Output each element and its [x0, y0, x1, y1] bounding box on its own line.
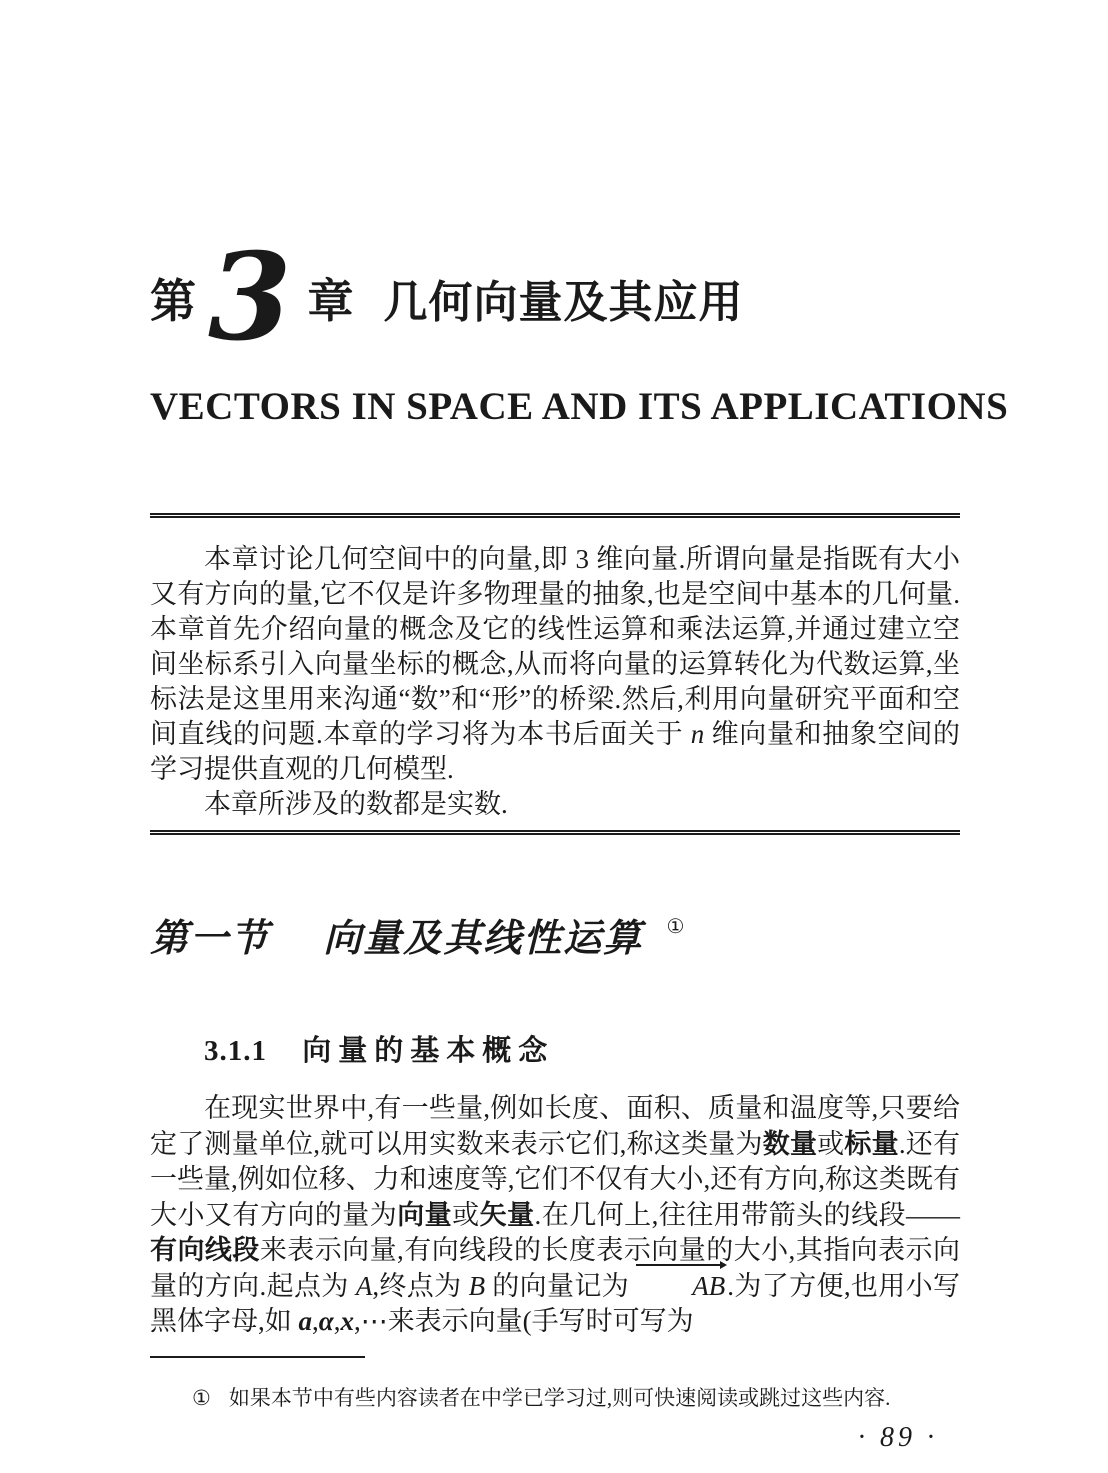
footnote-text: 如果本节中有些内容读者在中学已学习过,则可快速阅读或跳过这些内容. — [228, 1385, 891, 1410]
subsection-heading — [204, 1028, 960, 1069]
footnote-separator — [150, 1356, 365, 1358]
chapter-intro — [150, 542, 960, 822]
section-heading — [150, 907, 960, 962]
footnote — [150, 1382, 960, 1412]
intro-paragraph-1: 本章讨论几何空间中的向量,即 3 维向量.所谓向量是指既有大小又有方向的量,它不仅是许多物理量的抽象,也是空间中基本的几何量.本章首先介绍向量的概念及它的线性运算和乘法运算,并通过建立空间坐标系引入向量坐标的概念,从而将向量的运算转化为代数运算,坐标法是这里用来沟通“数”和“形”的桥梁.然后,利用向量研究平面和空间直线的问题.本章的学习将为本书后面关于 n 维向量和抽象空间的学习提供直观的几何模型. — [150, 544, 961, 784]
footnote-marker: ① — [192, 1385, 211, 1410]
intro-top-rule — [150, 513, 960, 518]
intro-bottom-rule — [150, 830, 960, 835]
section-title-text: 向量及其线性运算 — [323, 916, 644, 960]
subsection-number: 3.1.1 — [204, 1035, 267, 1067]
body-paragraph: 在现实世界中,有一些量,例如长度、面积、质量和温度等,只要给定了测量单位,就可以用实数来表示它们,称这类量为数量或标量.还有一些量,例如位移、力和速度等,它们不仅有大小,还有方向,称这类既有大小又有方向的量为向量或矢量.在几何上,往往用带箭头的线段——有向线段来表示向量,有向线段的长度表示向量的大小,其指向表示向量的方向.起点为 A,终点为 B 的向量记为 AB.为了方便,也用小写黑体字母,如 a,α,x,⋯来表示向量(手写时可写为 — [150, 1093, 961, 1336]
intro-paragraph-2: 本章所涉及的数都是实数. — [204, 789, 508, 819]
section-number: 第一节 — [150, 916, 271, 960]
chapter-title-en: VECTORS IN SPACE AND ITS APPLICATIONS — [150, 385, 1009, 428]
body-content — [150, 1091, 960, 1340]
page-number-text: · 89 · — [858, 1421, 938, 1453]
chapter-number: 3 — [208, 227, 292, 368]
chapter-title-zh: 几何向量及其应用 — [383, 277, 744, 328]
page-number — [150, 1422, 960, 1454]
chapter-heading — [150, 227, 960, 368]
subsection-title: 向量的基本概念 — [302, 1035, 555, 1067]
section-footnote-mark: ① — [666, 914, 685, 938]
chapter-label-suffix: 章 — [307, 274, 354, 328]
chapter-label-prefix: 第 — [150, 274, 196, 328]
